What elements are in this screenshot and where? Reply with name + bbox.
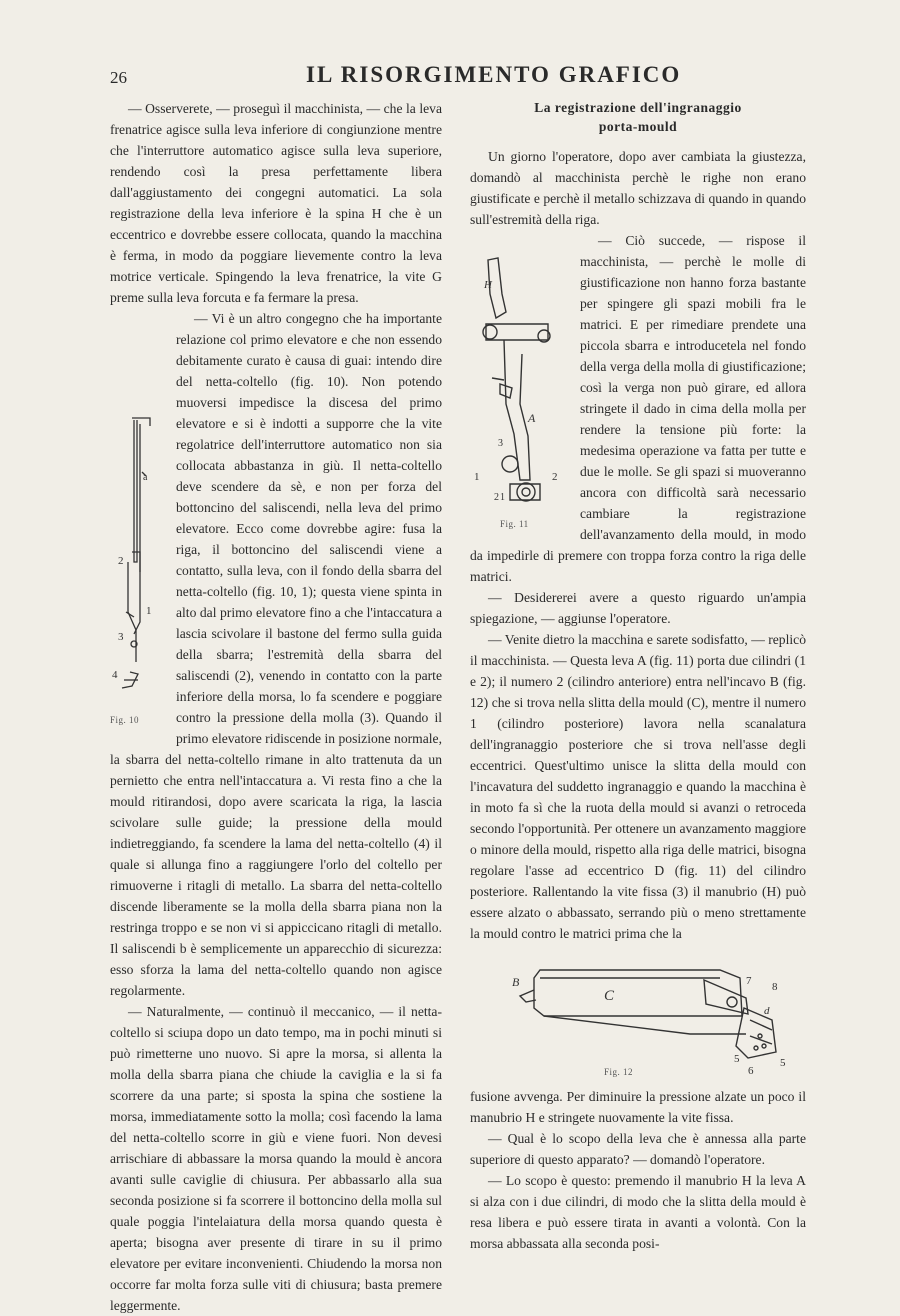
- paragraph-with-figure: [110, 308, 442, 1001]
- figure-10: [110, 412, 168, 732]
- figure-12: [470, 950, 806, 1080]
- section-heading-line-2: porta-mould: [598, 119, 678, 134]
- fig11-label-2b: 2: [494, 492, 499, 503]
- paragraph: — Venite dietro la macchina e sarete sodisfatto, — replicò il macchinista. — Questa leva A (fig. 11) porta due cilindri (1 e 2); il numero 2 (cilindro anteriore) entra nell'incavo B (fig. 12) che si trova nella slitta della mould (C), mentre il numero 1 (cilindro posteriore) lavora nella scanalatura dell'ingranaggio posteriore che si trova nell'asse degli eccentrici. Quest'ultimo unisce la slitta della mould con l'incavatura del suddetto ingranaggio e quando la macchina è in moto fa sì che la ruota della mould si avanzi o retroceda secondo l'opportunità. Per ottenere un avanzamento maggiore o minore della mould, rispetto alla riga delle matrici, bisogna regolare l'asse ad eccentrico D (fig. 11) del cilindro posteriore. Rallentando la vite fissa (3) il manubrio (H) può essere alzato o abbassato, serrando più o meno strettamente la mould contro le matrici prima che la: [470, 632, 806, 941]
- fig10-label-1: 1: [146, 605, 152, 617]
- fig10-label-4: 4: [112, 669, 118, 681]
- fig11-label-H: H: [484, 279, 492, 291]
- paragraph: — Ciò succede, — rispose il macchinista, — perchè le molle di giustificazione non hanno forza bastante per spingere gli spazi mobili fra le matrici. E per rimediare prendete una piccola sbarra e introducetela nel fondo della verga della molla di giustificazione; così la verga non può girare, ed allora stringete il dado in cima della molla per rendere la tensione più forte: la medesima operazione va fatta per tutte e due le molle. Se gli spazi si muoveranno ancora con difficoltà sarà necessario cambiare la registrazione dell'avanzamento della mould, in modo da impedirle di premere con troppa forza contro la riga delle matrici.: [470, 233, 806, 584]
- right-column: [470, 98, 806, 1254]
- paragraph: — Vi è un altro congegno che ha importante relazione col primo elevatore e che non essendo debitamente curato è causa di guai: intendo dire del netta-coltello (fig. 10). Non potendo muoversi impedisce la discesa del primo elevatore e si è indotti a supporre che la vite regolatrice dell'interruttore automatico non sia collocata abbastanza in giù. Il netta-coltello deve scendere da sè, e non per forza del bottoncino del saliscendi, nella leva del primo elevatore. Ecco come dovrebbe agire: fusa la riga, il bottoncino del saliscendi viene a contatto, sulla leva, con il fondo della sbarra del netta-coltello (fig. 10, 1); questa viene spinta in alto dal primo elevatore fino a che l'intaccatura a lascia scivolare il bastone del fermo sulla guida della sbarra; l'estremità della sbarra del saliscendi (2), venendo in contatto con la parte inferiore della morsa, lo fa scendere e poggiare contro la pressione della molla (3). Quando il primo elevatore ridiscende in posizione normale, la sbarra del netta-coltello rimane in alto trattenuta da un pernietto che entra nell'intaccatura a. Vi resta fino a che la mould ritirandosi, dopo avere scaricata la riga, la lascia scivolare sulle guide; la pressione della mould indietreggiando, fa scendere la lama del netta-coltello (4) il quale si allunga fino a raggiungere l'orlo del coltello per rimuoverne i ritagli di metallo. La sbarra del netta-coltello discende liberamente se la molla della sbarra piana non la restringa troppo e se non vi si appiccicano ritagli di metallo. Il saliscendi b è semplicemente un apparecchio di sicurezza: esso sforza la lama del netta-coltello quando non agisce regolarmente.: [110, 311, 442, 998]
- fig11-label-1b: 1: [500, 492, 505, 503]
- left-column: [110, 98, 442, 1316]
- section-heading-line-1: La registrazione dell'ingranaggio: [534, 100, 742, 115]
- fig12-label-8: 8: [772, 981, 778, 993]
- fig10-label-3: 3: [118, 631, 124, 643]
- figure-10-caption: Fig. 10: [110, 715, 140, 725]
- fig12-label-5b: 5: [780, 1057, 786, 1069]
- figure-12-drawing: [510, 950, 800, 1080]
- page-header: [110, 62, 810, 92]
- paragraph: — Lo scopo è questo: premendo il manubrio H la leva A si alza con i due cilindri, di modo che la slitta della mould è resa libera e può essere tirata in avanti a volontà. Con la morsa abbassata alla seconda posi-: [470, 1173, 806, 1251]
- figure-11-caption: Fig. 11: [500, 519, 529, 529]
- figure-11-drawing: [470, 254, 574, 512]
- paragraph-with-figure: [470, 230, 806, 944]
- figure-10-drawing: [110, 412, 168, 712]
- fig12-label-B: B: [512, 975, 520, 989]
- paragraph: Un giorno l'operatore, dopo aver cambiata la giustezza, domandò al macchinista perchè le righe non erano giustificate e perchè il metallo schizzava di quando in quando sull'estremità della riga.: [470, 149, 806, 227]
- section-heading: [470, 98, 806, 136]
- paragraph: fusione avvenga. Per diminuire la pressione alzate un poco il manubrio H e stringete nuovamente la vite fissa.: [470, 1089, 806, 1125]
- fig12-label-5: 5: [734, 1053, 740, 1065]
- page-number: 26: [110, 68, 127, 87]
- fig12-label-7: 7: [746, 975, 752, 987]
- paragraph: — Naturalmente, — continuò il meccanico, — il netta-coltello si sciupa dopo un dato tempo, ma in pochi minuti si può rimetterne uno nuovo. Si apre la morsa, si allenta la molla della sbarra piana che chiude la caviglia e la si fa scorrere da una parte; si sposta la spina che sostiene la morsa, immediatamente sotto la molla; così facendo la lama del netta-coltello scorre in giù e viene fuori. Non devesi arrischiare di abbassare la morsa quando la mould è ancora avanti sulle caviglie di chiusura. Per abbassarlo alla sua seconda posizione si fa scorrere il bottoncino della molla sul quale poggia l'intelaiatura della morsa quando questa è aperta; bisogna aver presente di tirare in su il primo elevatore per evitare inconvenienti. Chiudendo la morsa non occorre far molta forza sulle viti di chiusura; basta premere leggermente.: [110, 1004, 442, 1313]
- running-title: IL RISORGIMENTO GRAFICO: [306, 62, 682, 87]
- fig11-label-2: 2: [552, 471, 558, 483]
- fig10-label-a: a: [143, 472, 148, 483]
- figure-12-caption: Fig. 12: [604, 1067, 634, 1077]
- fig11-label-A: A: [528, 411, 536, 425]
- paragraph: — Desidererei avere a questo riguardo un'ampia spiegazione, — aggiunse l'operatore.: [470, 590, 806, 626]
- fig11-label-1: 1: [474, 471, 480, 483]
- fig12-label-d: d: [764, 1005, 770, 1017]
- fig12-label-6: 6: [748, 1065, 754, 1077]
- figure-11: [470, 254, 574, 529]
- paragraph: — Osserverete, — proseguì il macchinista, — che la leva frenatrice agisce sulla leva inferiore di congiunzione mentre che l'interruttore automatico agisce sulla leva superiore, rendendo così la presa perfettamente libera dall'aggiustamento dei congegni automatici. La sola registrazione della leva inferiore è la spina H che è un eccentrico e dovrebbe essere collocata, quando la macchina è ferma, in modo da poggiare lievemente contro la leva motrice verticale. Spingendo la leva frenatrice, la vite G preme sulla leva forcuta e fa fermare la presa.: [110, 101, 442, 305]
- paragraph: — Qual è lo scopo della leva che è annessa alla parte superiore di questo apparato? — domandò l'operatore.: [470, 1131, 806, 1167]
- fig10-label-2: 2: [118, 555, 124, 567]
- fig12-label-C: C: [604, 988, 615, 1004]
- fig11-label-3: 3: [498, 438, 503, 449]
